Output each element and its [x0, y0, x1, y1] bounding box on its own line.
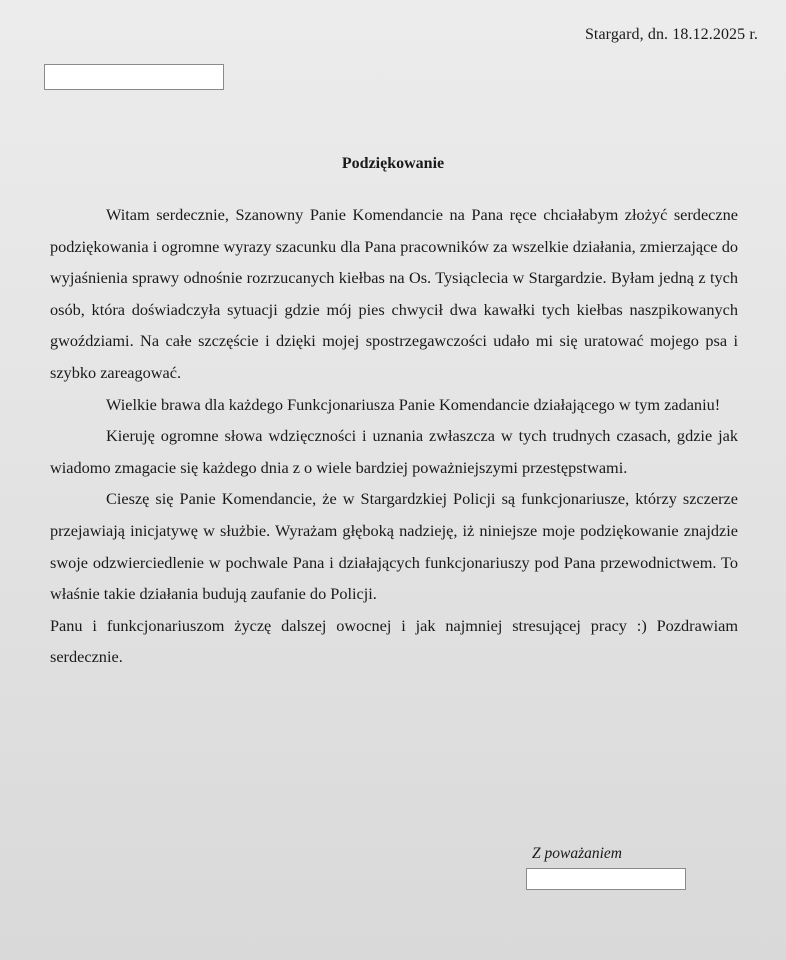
paragraph: Cieszę się Panie Komendancie, że w Stargardzkiej Policji są funkcjonariusze, którzy szczerze przejawiają inicjatywę w służbie. Wyrażam głęboką nadzieję, iż niniejsze moje podziękowanie znajdzie swoje odzwierciedlenie w pochwale Pana i działających funkcjonariuszy pod Pana przewodnictwem. To właśnie takie działania budują zaufanie do Policji. [50, 489, 738, 604]
paragraph: Panu i funkcjonariuszom życzę dalszej owocnej i jak najmniej stresującej pracy :) Pozdrawiam serdecznie. [50, 615, 738, 667]
closing-phrase: Z poważaniem [532, 845, 622, 862]
letter-body [50, 199, 738, 673]
paragraph: Witam serdecznie, Szanowny Panie Komendancie na Pana ręce chciałabym złożyć serdeczne podziękowania i ogromne wyrazy szacunku dla Pana pracowników za wszelkie działania, zmierzające do wyjaśnienia sprawy odnośnie rozrzucanych kiełbas na Os. Tysiąclecia w Stargardzie. Byłam jedną z tych osób, która doświadczyła sytuacji gdzie mój pies chwycił dwa kawałki tych kiełbas naszpikowanych gwoździami. Na całe szczęście i dzięki mojej spostrzegawczości udało mi się uratować mojego psa i szybko zareagować. [50, 205, 738, 382]
letter-title: Podziękowanie [341, 155, 445, 172]
paragraph: Kieruję ogromne słowa wdzięczności i uznania zwłaszcza w tych trudnych czasach, gdzie jak wiadomo zmagacie się każdego dnia z o wiele bardziej poważniejszymi przestępstwami. [50, 426, 738, 477]
paragraph: Wielkie brawa dla każdego Funkcjonariusza Panie Komendancie działającego w tym zadaniu! [106, 394, 721, 414]
place-date: Stargard, dn. 18.12.2025 r. [584, 26, 758, 43]
redacted-signature-box [526, 868, 686, 890]
redacted-recipient-box [44, 64, 224, 90]
